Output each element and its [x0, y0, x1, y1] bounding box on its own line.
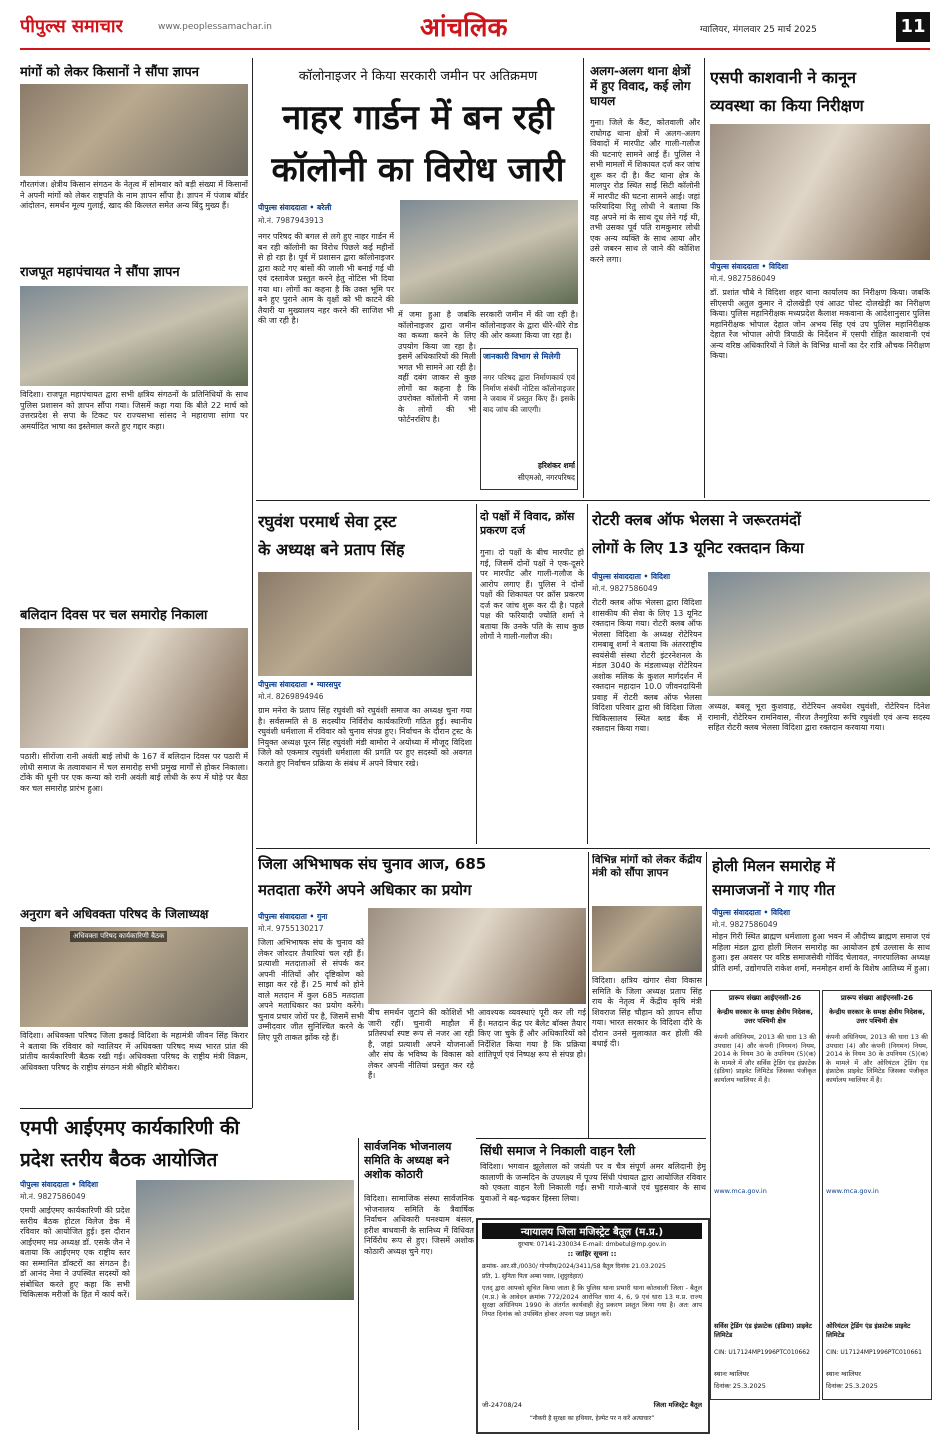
note-sign-1: हरिशंकर शर्मा [537, 461, 575, 470]
holi-text: मोहन गिरी स्थित ब्राह्मण धर्मशाला हुआ भवन में औदीच्य ब्राह्मण समाज एवं महिला मंडल द्वारा होली मिलन समारोह का आयोजन हर्ष उल्लास के साथ हुआ। इस अवसर पर वरिष्ठ समाजसेवी गोविंद चेलावत, नगरपालिका अध्यक्ष प्रीति शर्मा, उद्योगपति राकेश शर्मा, मनमोहन शर्मा के विशेष आतिथ्य में हुआ। [712, 932, 930, 973]
lead-mobile: मो.नं. 7987943913 [258, 216, 324, 225]
story2-title: राजपूत महापंचायत ने सौंपा ज्ञापन [20, 265, 180, 280]
page-number: 11 [896, 12, 930, 42]
rotary-text-b: अध्यक्ष, बबलू भूरा कुशवाह, रोटेरियन अवधेश रघुवंशी, रोटेरियन दिनेश रामानी, रोटेरियन रामनिवास, नीरज तैनगुरिया रूचि रघुवंशी एवं अन्य सदस्य सहित रोटरी क्लब भेलसा विदिशा द्वारा रक्तदान करवाया गया। [708, 702, 930, 732]
ad-b-place: स्थानः ग्वालियर [826, 1370, 861, 1378]
sp-byline: पीपुल्स संवाददाता • विदिशा [710, 262, 789, 271]
column-divider-4 [476, 504, 477, 844]
mpim-mobile: मो.नं. 9827586049 [20, 1192, 86, 1201]
mpim-place: विदिशा [78, 1180, 99, 1189]
court-footer-left: जी-24708/24 [482, 1401, 522, 1409]
paper-name: पीपुल्स समाचार [20, 16, 123, 37]
court-case-no: क्रमांक- आर.सी./0030/ गोपनीय/2024/3411/58 बैतूल दिनांक 21.03.2025 [482, 1263, 666, 1270]
row-divider-1 [256, 500, 930, 501]
court-title: न्यायालय जिला मजिस्ट्रेट बैतूल (म.प्र.) [482, 1223, 702, 1239]
minister-text: विदिशा। क्षत्रिय खंगार सेवा विकास समिति के जिला अध्यक्ष प्रताप सिंह राय के नेतृत्व में केंद्रीय कृषि मंत्री शिवराज सिंह चौहान को ज्ञापन सौंपा गया। भारत सरकार के विदिशा दौरे के दौरान उनसे मुलाकात कर होली की बधाई दी। [592, 976, 702, 1048]
story2-text: विदिशा। राजपूत महापंचायत द्वारा सभी क्षत्रिय संगठनों के प्रतिनिधियों के साथ पुलिस प्रशासन को ज्ञापन सौंपा गया। जिसमें कहा गया कि बीते 22 मार्च को उत्तरप्रदेश से सपा के टिकट पर राज्यसभा सांसद ने महाराणा सांगा पर अमर्यादित भाषा का इस्तेमाल करते हुए गद्दार कहा। [20, 390, 248, 431]
lead-note-box [480, 348, 578, 490]
lead-byline-text: पीपुल्स संवाददाता [258, 203, 307, 212]
court-footer-note: “नौकरी है सुरक्षा का हथियार, हेल्मेट पर न करें अत्याचार” [529, 1415, 655, 1422]
row-divider-4 [476, 1138, 706, 1139]
story4-photo [20, 927, 248, 1027]
election-text-c: आवश्यक व्यवस्थाएं पूरी कर ली गई हैं। मतदान केंद्र पर बैलेट बॉक्स तैयार किए जा चुके हैं और अधिकारियों को निर्देशित किया गया है कि प्रक्रिया शांतिपूर्ण एवं निष्पक्ष रूप से संपन्न हो। [478, 1008, 586, 1059]
dateline: ग्वालियर, मंगलवार 25 मार्च 2025 [700, 25, 817, 35]
col4-mid-text: गुना। दो पक्षों के बीच मारपीट हो गई, जिसमें दोनों पक्षों ने एक-दूसरे पर मारपीट और गाली-गलौज के आरोप लगाए हैं। पुलिस ने दोनों पक्षों की शिकायत पर क्रॉस प्रकरण दर्ज कर जांच शुरू कर दी है। पहले पक्ष की फरियादी ज्योति शर्मा ने बताया कि उनके पति के साथ कुछ लोगों ने गाली-गलौज की। [480, 548, 584, 641]
rotary-title-2: लोगों के लिए 13 यूनिट रक्तदान किया [592, 539, 804, 557]
column-divider-8 [358, 1138, 359, 1430]
story4-banner: अधिवक्ता परिषद कार्यकारिणी बैठक [70, 931, 167, 942]
story3-text: पठारी। सीरोंजा रानी अवंती बाई लोधी के 167 वें बलिदान दिवस पर पठारी में लोधी समाज के तत्वावधान में चल समारोह सभी प्रमुख मार्गों से होकर निकाला। टोंके की धूनी पर एक कन्या को रानी अवंती बाई लोधी के रूप में घोड़े पर बैठा कर चल समारोह प्रारंभ हुआ। [20, 752, 248, 793]
trust-byline: पीपुल्स संवाददाता • ग्यारसपुर [258, 680, 341, 689]
ad-a-website[interactable]: www.mca.gov.in [714, 1187, 767, 1195]
trust-photo [258, 572, 472, 676]
rotary-text: रोटरी क्लब ऑफ भेलसा द्वारा विदिशा शासकीय की सेवा के लिए 13 यूनिट रक्तदान किया गया। रोटरी क्लब ऑफ भेलसा विदिशा के अध्यक्ष रोटेरियन रामबाबू शर्मा ने बताया कि अंतरराष्ट्रीय स्वयंसेवी संस्था रोटरी इंटरनेशनल के मंडल 3040 के मंडलाध्यक्ष रोटेरियन अशोक मलिक के कुशल मार्गदर्शन में रक्तदान महादान 10.0 जीवनदायिनी प्रवाह में रोटरी क्लब ऑफ भेलसा विदिशा परिवार द्वारा श्री विदिशा जिला चिकित्सालय स्थित ब्लड बैंक में रक्तदान किया गया। [592, 598, 702, 733]
minister-title: विभिन्न मांगों को लेकर केंद्रीय मंत्री को सौंपा ज्ञापन [592, 854, 702, 879]
bhojanalaya-title: सार्वजनिक भोजनालय समिति के अध्यक्ष बने अशोक कोठारी [364, 1140, 452, 1181]
holi-byline-text: पीपुल्स संवाददाता [712, 908, 761, 917]
ad-b [822, 990, 932, 1400]
lead-place: बरेली [316, 203, 332, 212]
holi-place: विदिशा [770, 908, 791, 917]
sp-title-1: एसपी काशवानी ने कानून [710, 68, 857, 87]
sp-place: विदिशा [768, 262, 789, 271]
election-photo [368, 908, 586, 1004]
ad-b-cin: CIN: U17124MP1996PTC010661 [826, 1349, 922, 1356]
rotary-photo [708, 572, 930, 696]
ad-a-title: प्रारूप संख्या आईएनसी-26 [728, 994, 802, 1002]
note-title: जानकारी विभाग से मिलेगी [483, 352, 561, 361]
mpim-title-2: प्रदेश स्तरीय बैठक आयोजित [20, 1149, 218, 1171]
column-divider-1 [252, 58, 253, 1108]
ad-a [710, 990, 820, 1400]
rotary-place: विदिशा [650, 572, 671, 581]
story1-title: मांगों को लेकर किसानों ने सौंपा ज्ञापन [20, 65, 199, 80]
court-notice-head: :: जाहिर सूचना :: [567, 1250, 617, 1258]
sp-photo [710, 124, 930, 260]
holi-byline: पीपुल्स संवाददाता • विदिशा [712, 908, 791, 917]
lead-text-b: में जमा हुआ है जबकि कॉलोनाइजर द्वारा जमीन का कब्जा करने के लिए उपयोग किया जा रहा है। इसमें अधिकारियों की मिली भगत भी सामने आ रही है। वहीं दबंग जाकर से कुछ लोगों का कहना है कि उपरोक्त कॉलोनी में जमा के लोगों की भी फोर्टनरशिप है। [398, 310, 476, 424]
column-divider-2 [583, 58, 584, 498]
lead-photo [400, 200, 578, 304]
mpim-text: एमपी आईएमए कार्यकारिणी की प्रदेश स्तरीय बैठक होटल विलेज डेक में रविवार को आयोजित हुई। इस दौरान आईएमए मप्र अध्यक्ष डॉ. एसके जैन ने बताया कि आईएमए एक राष्ट्रीय स्तर का सम्मानित डॉक्टरों का संगठन है। डॉ आनंद नेमा ने उपस्थित सदस्यों को संबोधित करते हुए कहा कि सभी चिकित्सक मरीजों के हित में कार्य करें। [20, 1206, 130, 1299]
ad-a-text: कंपनी अधिनियम, 2013 की धारा 13 की उपधारा (4) और कंपनी (निगमन) नियम, 2014 के नियम 30 के उपनियम (5)(क) के मामले में और सर्विस ट्रेडिंग एंड इंफ्राटेक (इंडिया) प्राइवेट लिमिटेड जिसका पंजीकृत कार्यालय ग्वालियर में है। [714, 1033, 816, 1084]
holi-mobile: मो.नं. 9827586049 [712, 920, 778, 929]
election-text-b: बीच समर्थन जुटाने की कोशिशें भी जारी रहीं। चुनावी माहौल में प्रतिस्पर्धा स्पष्ट रूप से नजर आ रही है, जहां प्रत्याशी अपने योजनाओं और संघ के भविष्य के विकास को लेकर अपनी नीतियां प्रस्तुत कर रहे हैं। [368, 1008, 474, 1080]
ad-b-sub: केन्द्रीय सरकार के समक्ष क्षेत्रीय निदेशक, उत्तर पश्चिमी क्षेत्र [829, 1008, 925, 1025]
ad-b-title: प्रारूप संख्या आईएनसी-26 [840, 994, 914, 1002]
sp-title-2: व्यवस्था का किया निरीक्षण [710, 96, 864, 115]
court-phone: दूरभाष: 07141-230034 E-mail: dmbetul@mp.gov.in [517, 1241, 667, 1248]
col4-top-text: गुना। जिले के कैंट, कोतवाली और राघोगढ़ थाना क्षेत्रों में अलग-अलग विवादों में मारपीट और गाली-गलौज की घटनाएं सामने आई हैं। पुलिस ने सभी मामलों में शिकायत दर्ज कर जांच शुरू कर दी है। कैंट थाना क्षेत्र के मालपुर रोड स्थित साईं सिटी कॉलोनी में मारपीट की घटना सामने आई। जहां फरियादिया रितु लोधी ने बताया कि वह अपने मां के साथ दूध लेने गई थी, तभी उसका पूर्व पति रामकुमार लोधी एक अन्य व्यक्ति के साथ आया और उसे जबरन साथ ले जाने की कोशिश करने लगा। [590, 118, 700, 264]
holi-title-2: समाजजनों ने गाए गीत [712, 881, 835, 899]
election-place: गुना [316, 912, 328, 921]
election-title-2: मतदाता करेंगे अपने अधिकार का प्रयोग [258, 881, 472, 899]
story3-title: बलिदान दिवस पर चल समारोह निकाला [20, 608, 208, 623]
column-divider-3 [704, 58, 705, 498]
election-mobile: मो.नं. 9755130217 [258, 924, 324, 933]
column-divider-5 [587, 504, 588, 844]
mpim-byline-text: पीपुल्स संवाददाता [20, 1180, 69, 1189]
mpim-title-1: एमपी आईएमए कार्यकारिणी की [20, 1117, 240, 1139]
rotary-byline: पीपुल्स संवाददाता • विदिशा [592, 572, 671, 581]
story2-photo [20, 286, 248, 386]
bhojanalaya-text: विदिशा। सामाजिक संस्था सार्वजनिक भोजनालय समिति के त्रैवार्षिक निर्वाचन अधिकारी घनश्याम बंसल, हरीश बाधवानी के सानिध्य में विधिवत निर्विरोध रूप से हुए। जिसमें अशोक कोठारी अध्यक्ष चुने गए। [364, 1194, 474, 1256]
row-divider-3 [20, 1108, 252, 1109]
ad-a-place: स्थानः ग्वालियर [714, 1370, 749, 1378]
rotary-mobile: मो.नं. 9827586049 [592, 584, 658, 593]
rotary-byline-text: पीपुल्स संवाददाता [592, 572, 641, 581]
story4-title: अनुराग बने अधिवक्ता परिषद के जिलाध्यक्ष [20, 907, 209, 921]
election-byline-text: पीपुल्स संवाददाता [258, 912, 307, 921]
sindhi-text: विदिशा। भगवान झूलेलाल को जयंती पर व चैत्र संपूर्ण अमर बलिदानी हेमू कालाणी के जन्मदिन के उपलक्ष्य में पूज्य सिंधी पंचायत द्वारा आयोजित रविवार को एकता वाहन रैली निकाली गई। सभी गाजे-बाजे एवं घुड़सवार के साथ युवाओं ने बढ़-चढ़कर हिस्सा लिया। [480, 1162, 706, 1203]
court-text: एतद् द्वारा आपको सूचित किया जाता है कि पुलिस थाना प्रभारी थाना कोतवाली जिला - बैतूल (म.प्र.) के आवेदन क्रमांक 772/2024 आरोपित धारा 4, 6, 9 एवं धारा 13 म.प्र. राज्य सुरक्षा अधिनियम 1990 के अंतर्गत कार्यवाही हेतु प्रकरण प्रस्तुत किया गया है। अतः आप नियत दिनांक को उपस्थित होकर अपना पक्ष प्रस्तुत करें। [482, 1284, 702, 1318]
sp-text: डॉ. प्रशांत चौबे ने विदिशा शहर थाना कार्यालय का निरीक्षण किया। जबकि सीएसपी अतुल कुमार ने दोलखेड़ी एवं आउट पोस्ट दोलखेड़ी का निरीक्षण किया। पुलिस महानिरीक्षक मध्यप्रदेश कैलाश मकवाना के आदेशानुसार पुलिस महानिरीक्षक भोपाल देहात जोन अभय सिंह एवं उप पुलिस महानिरीक्षक देहात रेंज भोपाल ओपी त्रिपाठी के निर्देशन में एसपी रोहित काशवानी एवं अन्य वरिष्ठ अधिकारियों ने जिले के विभिन्न थानों का देर रात्रि औचक निरीक्षण किया। [710, 288, 930, 360]
lead-headline-2: कॉलोनी का विरोध जारी [271, 150, 565, 190]
ad-b-name: ओरियंटल ट्रेडिंग एंड इंफ्राटेक प्राइवेट लिमिटेड [826, 1322, 911, 1339]
website[interactable]: www.peoplessamachar.in [158, 22, 272, 32]
column-divider-7 [706, 852, 707, 986]
ad-a-date: दिनांकः 25.3.2025 [714, 1382, 766, 1390]
masthead [0, 0, 945, 52]
trust-title-2: के अध्यक्ष बने प्रताप सिंह [258, 540, 405, 559]
trust-text: ग्राम मनेरा के प्रताप सिंह रघुवंशी को रघुवंशी समाज का अध्यक्ष चुना गया है। सर्वसम्मति से 8 सदस्यीय निर्विरोध कार्यकारिणी गठित हुई। स्थानीय रघुवंशी धर्मशाला में रविवार को चुनाव संपन्न हुए। निर्वाचन के दौरान ट्रस्ट के नियुक्त अध्यक्ष पूरन सिंह रघुवंशी मंडी बामोरा ने अयोध्या में मौजूद विदिशा जिले को एकमात्र रघुवंशी धर्मशाला की प्रगति पर हुए सदस्यों को अवगत कराते हुए निर्वाचन प्रक्रिया के संबंध में अपने विचार रखे। [258, 706, 472, 768]
ad-b-date: दिनांकः 25.3.2025 [826, 1382, 878, 1390]
lead-headline-1: नाहर गार्डन में बन रही [282, 98, 554, 138]
lead-text-c: सरकारी जमीन में की जा रही है। कॉलोनाइजर के द्वारा धीरे-धीरे रोड की ओर कब्जा किया जा रहा है। [480, 310, 578, 340]
note-text: नगर परिषद द्वारा निर्माणकार्य एवं निर्माण संबंधी नोटिस कॉलोनाइजर ने जवाब में प्रस्तुत किए हैं। इसके बाद जांच की जाएगी। [483, 373, 575, 414]
masthead-rule [20, 48, 930, 50]
ad-b-text: कंपनी अधिनियम, 2013 की धारा 13 की उपधारा (4) और कंपनी (निगमन) नियम, 2014 के नियम 30 के उपनियम (5)(क) के मामले में और ओरियंटल ट्रेडिंग एंड इंफ्राटेक प्राइवेट लिमिटेड जिसका पंजीकृत कार्यालय ग्वालियर में है। [826, 1033, 928, 1084]
sindhi-title: सिंधी समाज ने निकाली वाहन रैली [480, 1143, 636, 1158]
minister-photo [592, 906, 702, 972]
story3-photo [20, 628, 248, 748]
court-footer-right: जिला मजिस्ट्रेट बैतूल [653, 1401, 702, 1409]
lead-kicker: कॉलोनाइजर ने किया सरकारी जमीन पर अतिक्रमण [298, 69, 538, 84]
trust-byline-text: पीपुल्स संवाददाता [258, 680, 307, 689]
ad-a-cin: CIN: U17124MP1996PTC010662 [714, 1349, 810, 1356]
court-notice [476, 1218, 710, 1434]
trust-mobile: मो.नं. 8269894946 [258, 692, 324, 701]
column-divider-6 [588, 852, 589, 1138]
lead-byline: पीपुल्स संवाददाता • बरेली [258, 203, 332, 212]
ad-a-sub: केन्द्रीय सरकार के समक्ष क्षेत्रीय निदेशक, उत्तर पश्चिमी क्षेत्र [717, 1008, 813, 1025]
court-addressee: प्रति, 1. सुनिता पिता अम्बा पवार, (शुदुरदेहात) [482, 1273, 584, 1280]
ad-b-website[interactable]: www.mca.gov.in [826, 1187, 879, 1195]
trust-place: ग्यारसपुर [316, 680, 341, 689]
mpim-byline: पीपुल्स संवाददाता • विदिशा [20, 1180, 99, 1189]
story4-text: विदिशा। अधिवक्ता परिषद जिला इकाई विदिशा के महामंत्री जीवन सिंह किरार ने बताया कि रविवार को ग्वालियर में अधिवक्ता परिषद मध्य भारत प्रांत की प्रांतीय कार्यकारिणी बैठक रखी गई। अधिवक्ता परिषद के राष्ट्रीय मंत्री विक्रम, अधिवक्ता परिषद के राष्ट्रीय संगठन मंत्री श्रीहरि बोरीकर। [20, 1031, 248, 1072]
mpim-photo [136, 1180, 354, 1300]
lead-text: नगर परिषद की बगल से लगे हुए नाहर गार्डन में बन रही कॉलोनी का विरोध पिछले कई महीनों से हो रहा है। पूर्व में प्रशासन द्वारा कॉलोनाइजर द्वारा काटे गए बांसों की जाली भी बनाई गई थी एवं दस्तावेज प्रस्तुत करने हेतु नोटिस भी दिया गया था। लोगों का कहना है कि उक्त भूमि पर बने हुए पुराने आम के वृक्षों को भी काटने की तैयारी या मुख्यालय नहर करने की साजिश भी की जा रही है। [258, 232, 394, 325]
holi-title-1: होली मिलन समारोह में [712, 857, 835, 875]
election-title-1: जिला अभिभाषक संघ चुनाव आज, 685 [258, 855, 487, 873]
ad-a-name: सर्विस ट्रेडिंग एंड इंफ्राटेक (इंडिया) प्राइवेट लिमिटेड [714, 1322, 812, 1339]
section-title: आंचलिक [420, 13, 508, 43]
trust-title-1: रघुवंश परमार्थ सेवा ट्रस्ट [258, 512, 397, 531]
story1-photo [20, 84, 248, 176]
row-divider-2 [256, 848, 930, 849]
col4-mid-title: दो पक्षों में विवाद, क्रॉस प्रकरण दर्ज [480, 510, 575, 537]
election-byline: पीपुल्स संवाददाता • गुना [258, 912, 328, 921]
story1-text: गौरतगंज। क्षेत्रीय किसान संगठन के नेतृत्व में सोमवार को बड़ी संख्या में किसानों ने अपनी मांगों को लेकर राष्ट्रपति के नाम ज्ञापन सौंपा है। ज्ञापन में पंजाब बॉर्डर आंदोलन, समर्थन मूल्य गुलाई, खाद की किल्लत समेत अन्य बिंदु मुख्य हैं। [20, 180, 248, 210]
rotary-title-1: रोटरी क्लब ऑफ भेलसा ने जरूरतमंदों [592, 511, 801, 529]
col4-top-title: अलग-अलग थाना क्षेत्रों में हुए विवाद, कई लोग घायल [590, 64, 691, 108]
note-sign-2: सीएमओ, नगरपरिषद [517, 473, 575, 482]
election-text: जिला अभिभाषक संघ के चुनाव को लेकर जोरदार तैयारियां चल रही हैं। प्रत्याशी मतदाताओं से संपर्क कर अपनी नीतियों और दृष्टिकोण को साझा कर रहे हैं। 25 मार्च को होने वाले मतदान में कुल 685 मतदाता अपने मताधिकार का प्रयोग करेंगे। चुनाव प्रचार जोरों पर है, जिसमें सभी उम्मीदवार जीत सुनिश्चित करने के लिए पूरी ताकत झोंक रहे हैं। [258, 938, 364, 1042]
sp-mobile: मो.नं. 9827586049 [710, 274, 776, 283]
sp-byline-text: पीपुल्स संवाददाता [710, 262, 759, 271]
